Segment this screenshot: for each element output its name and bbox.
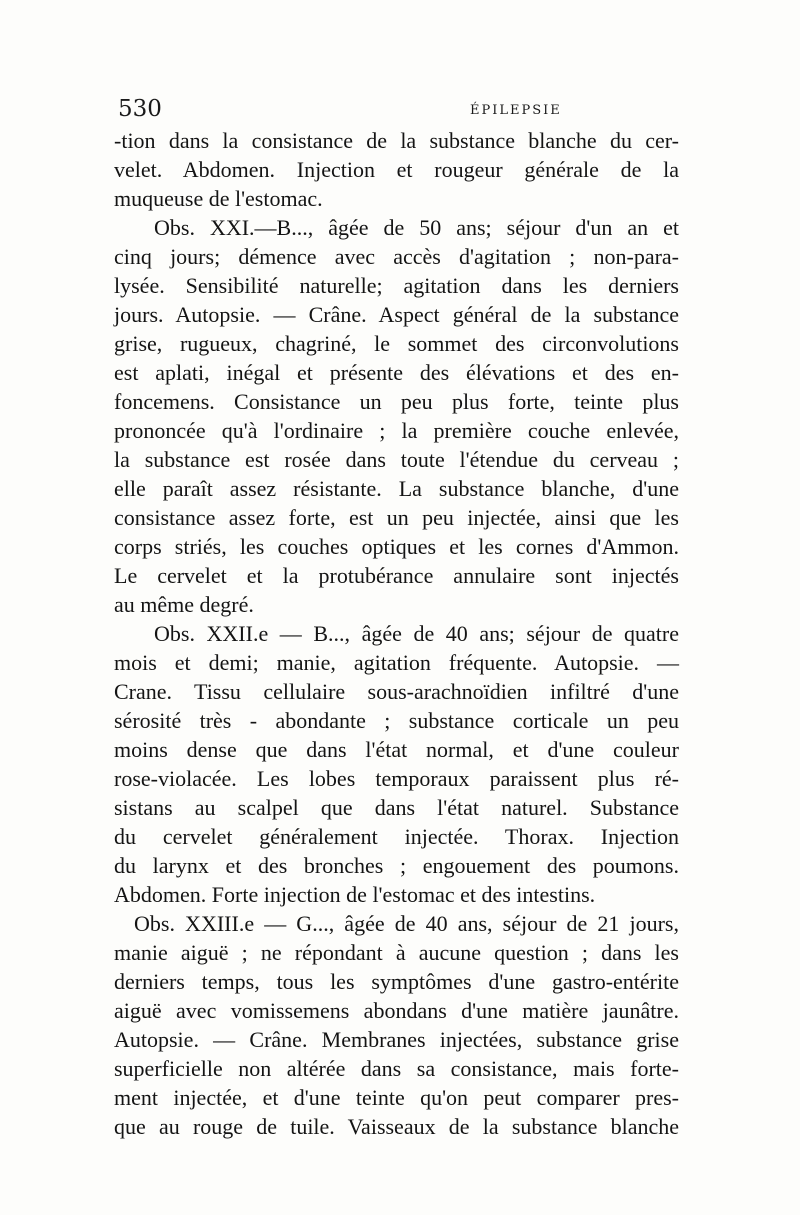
text-line: moins dense que dans l'état normal, et d'une couleur (114, 737, 679, 762)
text-line: ment injectée, et d'une teinte qu'on peut comparer pres- (114, 1085, 679, 1110)
text-line: du cervelet généralement injectée. Thorax. Injection (114, 824, 679, 849)
text-line: elle paraît assez résistante. La substance blanche, d'une (114, 476, 679, 501)
text-line: -tion dans la consistance de la substance blanche du cer- (114, 128, 679, 153)
text-line: la substance est rosée dans toute l'étendue du cerveau ; (114, 447, 679, 472)
page-header (114, 96, 674, 126)
text-line: du larynx et des bronches ; engouement des poumons. (114, 853, 679, 878)
body-text (114, 126, 679, 1141)
text-line: prononcée qu'à l'ordinaire ; la première couche enlevée, (114, 418, 679, 443)
text-line: Autopsie. — Crâne. Membranes injectées, substance grise (114, 1027, 679, 1052)
text-line: que au rouge de tuile. Vaisseaux de la substance blanche (114, 1114, 679, 1139)
bottom-margin (0, 1080, 800, 1215)
text-line: sistans au scalpel que dans l'état naturel. Substance (114, 795, 679, 820)
text-line: foncemens. Consistance un peu plus forte, teinte plus (114, 389, 679, 414)
text-line: Obs. XXI.—B..., âgée de 50 ans; séjour d'un an et (154, 215, 679, 240)
text-line: Obs. XXIII.e — G..., âgée de 40 ans, séjour de 21 jours, (134, 911, 679, 936)
text-line: Obs. XXII.e — B..., âgée de 40 ans; séjour de quatre (154, 621, 679, 646)
text-line: muqueuse de l'estomac. (114, 186, 323, 211)
running-title: ÉPILEPSIE (470, 103, 562, 118)
text-line: Crane. Tissu cellulaire sous-arachnoïdien infiltré d'une (114, 679, 679, 704)
text-line: manie aiguë ; ne répondant à aucune question ; dans les (114, 940, 679, 965)
text-line: lysée. Sensibilité naturelle; agitation dans les derniers (114, 273, 679, 298)
text-line: cinq jours; démence avec accès d'agitation ; non-para- (114, 244, 679, 269)
text-line: jours. Autopsie. — Crâne. Aspect général de la substance (114, 302, 679, 327)
text-line: sérosité très - abondante ; substance corticale un peu (114, 708, 679, 733)
text-line: consistance assez forte, est un peu injectée, ainsi que les (114, 505, 679, 530)
text-line: velet. Abdomen. Injection et rougeur générale de la (114, 157, 679, 182)
text-line: aiguë avec vomissemens abondans d'une matière jaunâtre. (114, 998, 679, 1023)
text-line: corps striés, les couches optiques et les cornes d'Ammon. (114, 534, 679, 559)
page-number: 530 (118, 96, 162, 122)
text-line: rose-violacée. Les lobes temporaux paraissent plus ré- (114, 766, 679, 791)
text-line: Le cervelet et la protubérance annulaire sont injectés (114, 563, 679, 588)
text-line: mois et demi; manie, agitation fréquente. Autopsie. — (114, 650, 679, 675)
text-line: grise, rugueux, chagriné, le sommet des circonvolutions (114, 331, 679, 356)
text-line: est aplati, inégal et présente des élévations et des en- (114, 360, 679, 385)
text-line: au même degré. (114, 592, 254, 617)
text-line: superficielle non altérée dans sa consistance, mais forte- (114, 1056, 679, 1081)
text-line: Abdomen. Forte injection de l'estomac et des intestins. (114, 882, 596, 907)
text-line: derniers temps, tous les symptômes d'une gastro-entérite (114, 969, 679, 994)
